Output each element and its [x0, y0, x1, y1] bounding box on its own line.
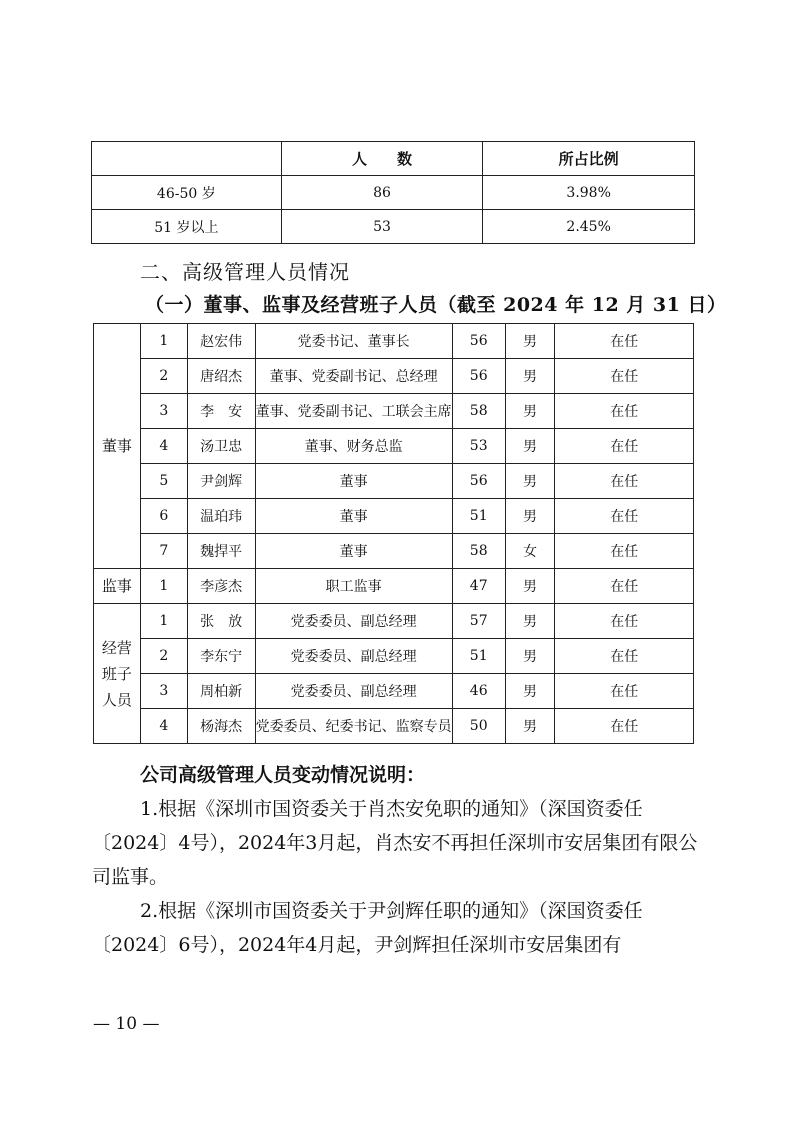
cell-name: 周柏新 [187, 674, 255, 709]
table-row [94, 394, 694, 429]
cell-status: 在任 [555, 674, 694, 709]
cell-gender: 男 [505, 569, 555, 604]
age-range-cell: 46-50 岁 [92, 176, 282, 210]
cell-name: 杨海杰 [187, 709, 255, 744]
cell-position: 董事、党委副书记、总经理 [255, 359, 452, 394]
staff-table [93, 323, 694, 744]
cell-no: 1 [140, 604, 187, 639]
cell-age: 51 [452, 499, 505, 534]
cell-position: 党委委员、副总经理 [255, 674, 452, 709]
cell-age: 50 [452, 709, 505, 744]
paragraph: 1.根据《深圳市国资委关于肖杰安免职的通知》（深国资委任〔2024〕4号），2024年3月起，肖杰安不再担任深圳市安居集团有限公司监事。 [92, 798, 698, 888]
table-row [94, 604, 694, 639]
table-row [92, 176, 695, 210]
group-label-line: 班子 [101, 664, 132, 683]
table-row [94, 534, 694, 569]
cell-name: 张 放 [187, 604, 255, 639]
group-label-cell: 监事 [94, 569, 141, 604]
cell-age: 56 [452, 324, 505, 359]
cell-no: 1 [140, 569, 187, 604]
cell-name: 赵宏伟 [187, 324, 255, 359]
ratio-cell: 3.98% [483, 176, 695, 210]
table-header-cell: 人 数 [281, 142, 483, 176]
table-row [94, 639, 694, 674]
group-label-cell [94, 604, 141, 744]
table-row [94, 464, 694, 499]
cell-position: 党委书记、董事长 [255, 324, 452, 359]
table-row [94, 499, 694, 534]
subsection-title: （一）董事、监事及经营班子人员（截至 2024 年 12 月 31 日） [145, 294, 727, 316]
cell-status: 在任 [555, 324, 694, 359]
table-row [92, 210, 695, 244]
cell-no: 2 [140, 639, 187, 674]
cell-position: 党委委员、副总经理 [255, 639, 452, 674]
section-title: 二、高级管理人员情况 [140, 260, 350, 284]
cell-name: 李 安 [187, 394, 255, 429]
cell-name: 唐绍杰 [187, 359, 255, 394]
cell-gender: 女 [505, 534, 555, 569]
cell-age: 58 [452, 534, 505, 569]
changes-heading: 公司高级管理人员变动情况说明： [140, 764, 426, 786]
group-label-line: 经营 [101, 638, 132, 657]
cell-no: 4 [140, 429, 187, 464]
cell-status: 在任 [555, 359, 694, 394]
cell-gender: 男 [505, 604, 555, 639]
cell-position: 董事、财务总监 [255, 429, 452, 464]
cell-status: 在任 [555, 429, 694, 464]
cell-gender: 男 [505, 639, 555, 674]
cell-position: 董事、党委副书记、工联会主席 [255, 394, 452, 429]
cell-age: 51 [452, 639, 505, 674]
age-distribution-table [91, 141, 695, 244]
cell-name: 李东宁 [187, 639, 255, 674]
cell-gender: 男 [505, 324, 555, 359]
cell-status: 在任 [555, 534, 694, 569]
cell-status: 在任 [555, 394, 694, 429]
group-label-cell: 董事 [94, 324, 141, 569]
cell-age: 57 [452, 604, 505, 639]
cell-status: 在任 [555, 499, 694, 534]
cell-no: 3 [140, 674, 187, 709]
cell-age: 56 [452, 359, 505, 394]
table-row [94, 569, 694, 604]
table-header-cell [92, 142, 282, 176]
cell-position: 职工监事 [255, 569, 452, 604]
cell-position: 党委委员、副总经理 [255, 604, 452, 639]
cell-status: 在任 [555, 464, 694, 499]
count-cell: 86 [281, 176, 483, 210]
cell-name: 温珀玮 [187, 499, 255, 534]
cell-name: 汤卫忠 [187, 429, 255, 464]
cell-no: 4 [140, 709, 187, 744]
cell-gender: 男 [505, 709, 555, 744]
cell-age: 47 [452, 569, 505, 604]
table-row [94, 674, 694, 709]
cell-age: 53 [452, 429, 505, 464]
table-row [94, 429, 694, 464]
cell-status: 在任 [555, 604, 694, 639]
table-row [94, 324, 694, 359]
table-row [94, 709, 694, 744]
cell-gender: 男 [505, 499, 555, 534]
paragraph: 2.根据《深圳市国资委关于尹剑辉任职的通知》（深国资委任〔2024〕6号），2024年4月起，尹剑辉担任深圳市安居集团有 [92, 900, 643, 956]
cell-name: 魏捍平 [187, 534, 255, 569]
page-number: — 10 — [93, 1014, 160, 1034]
cell-name: 李彦杰 [187, 569, 255, 604]
cell-gender: 男 [505, 429, 555, 464]
cell-name: 尹剑辉 [187, 464, 255, 499]
group-label-line: 人员 [101, 690, 132, 709]
cell-gender: 男 [505, 464, 555, 499]
cell-age: 58 [452, 394, 505, 429]
cell-no: 5 [140, 464, 187, 499]
table-header-cell: 所占比例 [483, 142, 695, 176]
cell-gender: 男 [505, 674, 555, 709]
cell-status: 在任 [555, 569, 694, 604]
cell-status: 在任 [555, 639, 694, 674]
cell-no: 7 [140, 534, 187, 569]
cell-gender: 男 [505, 359, 555, 394]
count-cell: 53 [281, 210, 483, 244]
cell-no: 6 [140, 499, 187, 534]
cell-no: 1 [140, 324, 187, 359]
table-header-row [92, 142, 695, 176]
ratio-cell: 2.45% [483, 210, 695, 244]
cell-position: 董事 [255, 464, 452, 499]
table-row [94, 359, 694, 394]
cell-no: 2 [140, 359, 187, 394]
cell-position: 董事 [255, 499, 452, 534]
cell-age: 46 [452, 674, 505, 709]
cell-position: 董事 [255, 534, 452, 569]
cell-status: 在任 [555, 709, 694, 744]
cell-no: 3 [140, 394, 187, 429]
cell-position: 党委委员、纪委书记、监察专员 [255, 709, 452, 744]
cell-gender: 男 [505, 394, 555, 429]
cell-age: 56 [452, 464, 505, 499]
age-range-cell: 51 岁以上 [92, 210, 282, 244]
